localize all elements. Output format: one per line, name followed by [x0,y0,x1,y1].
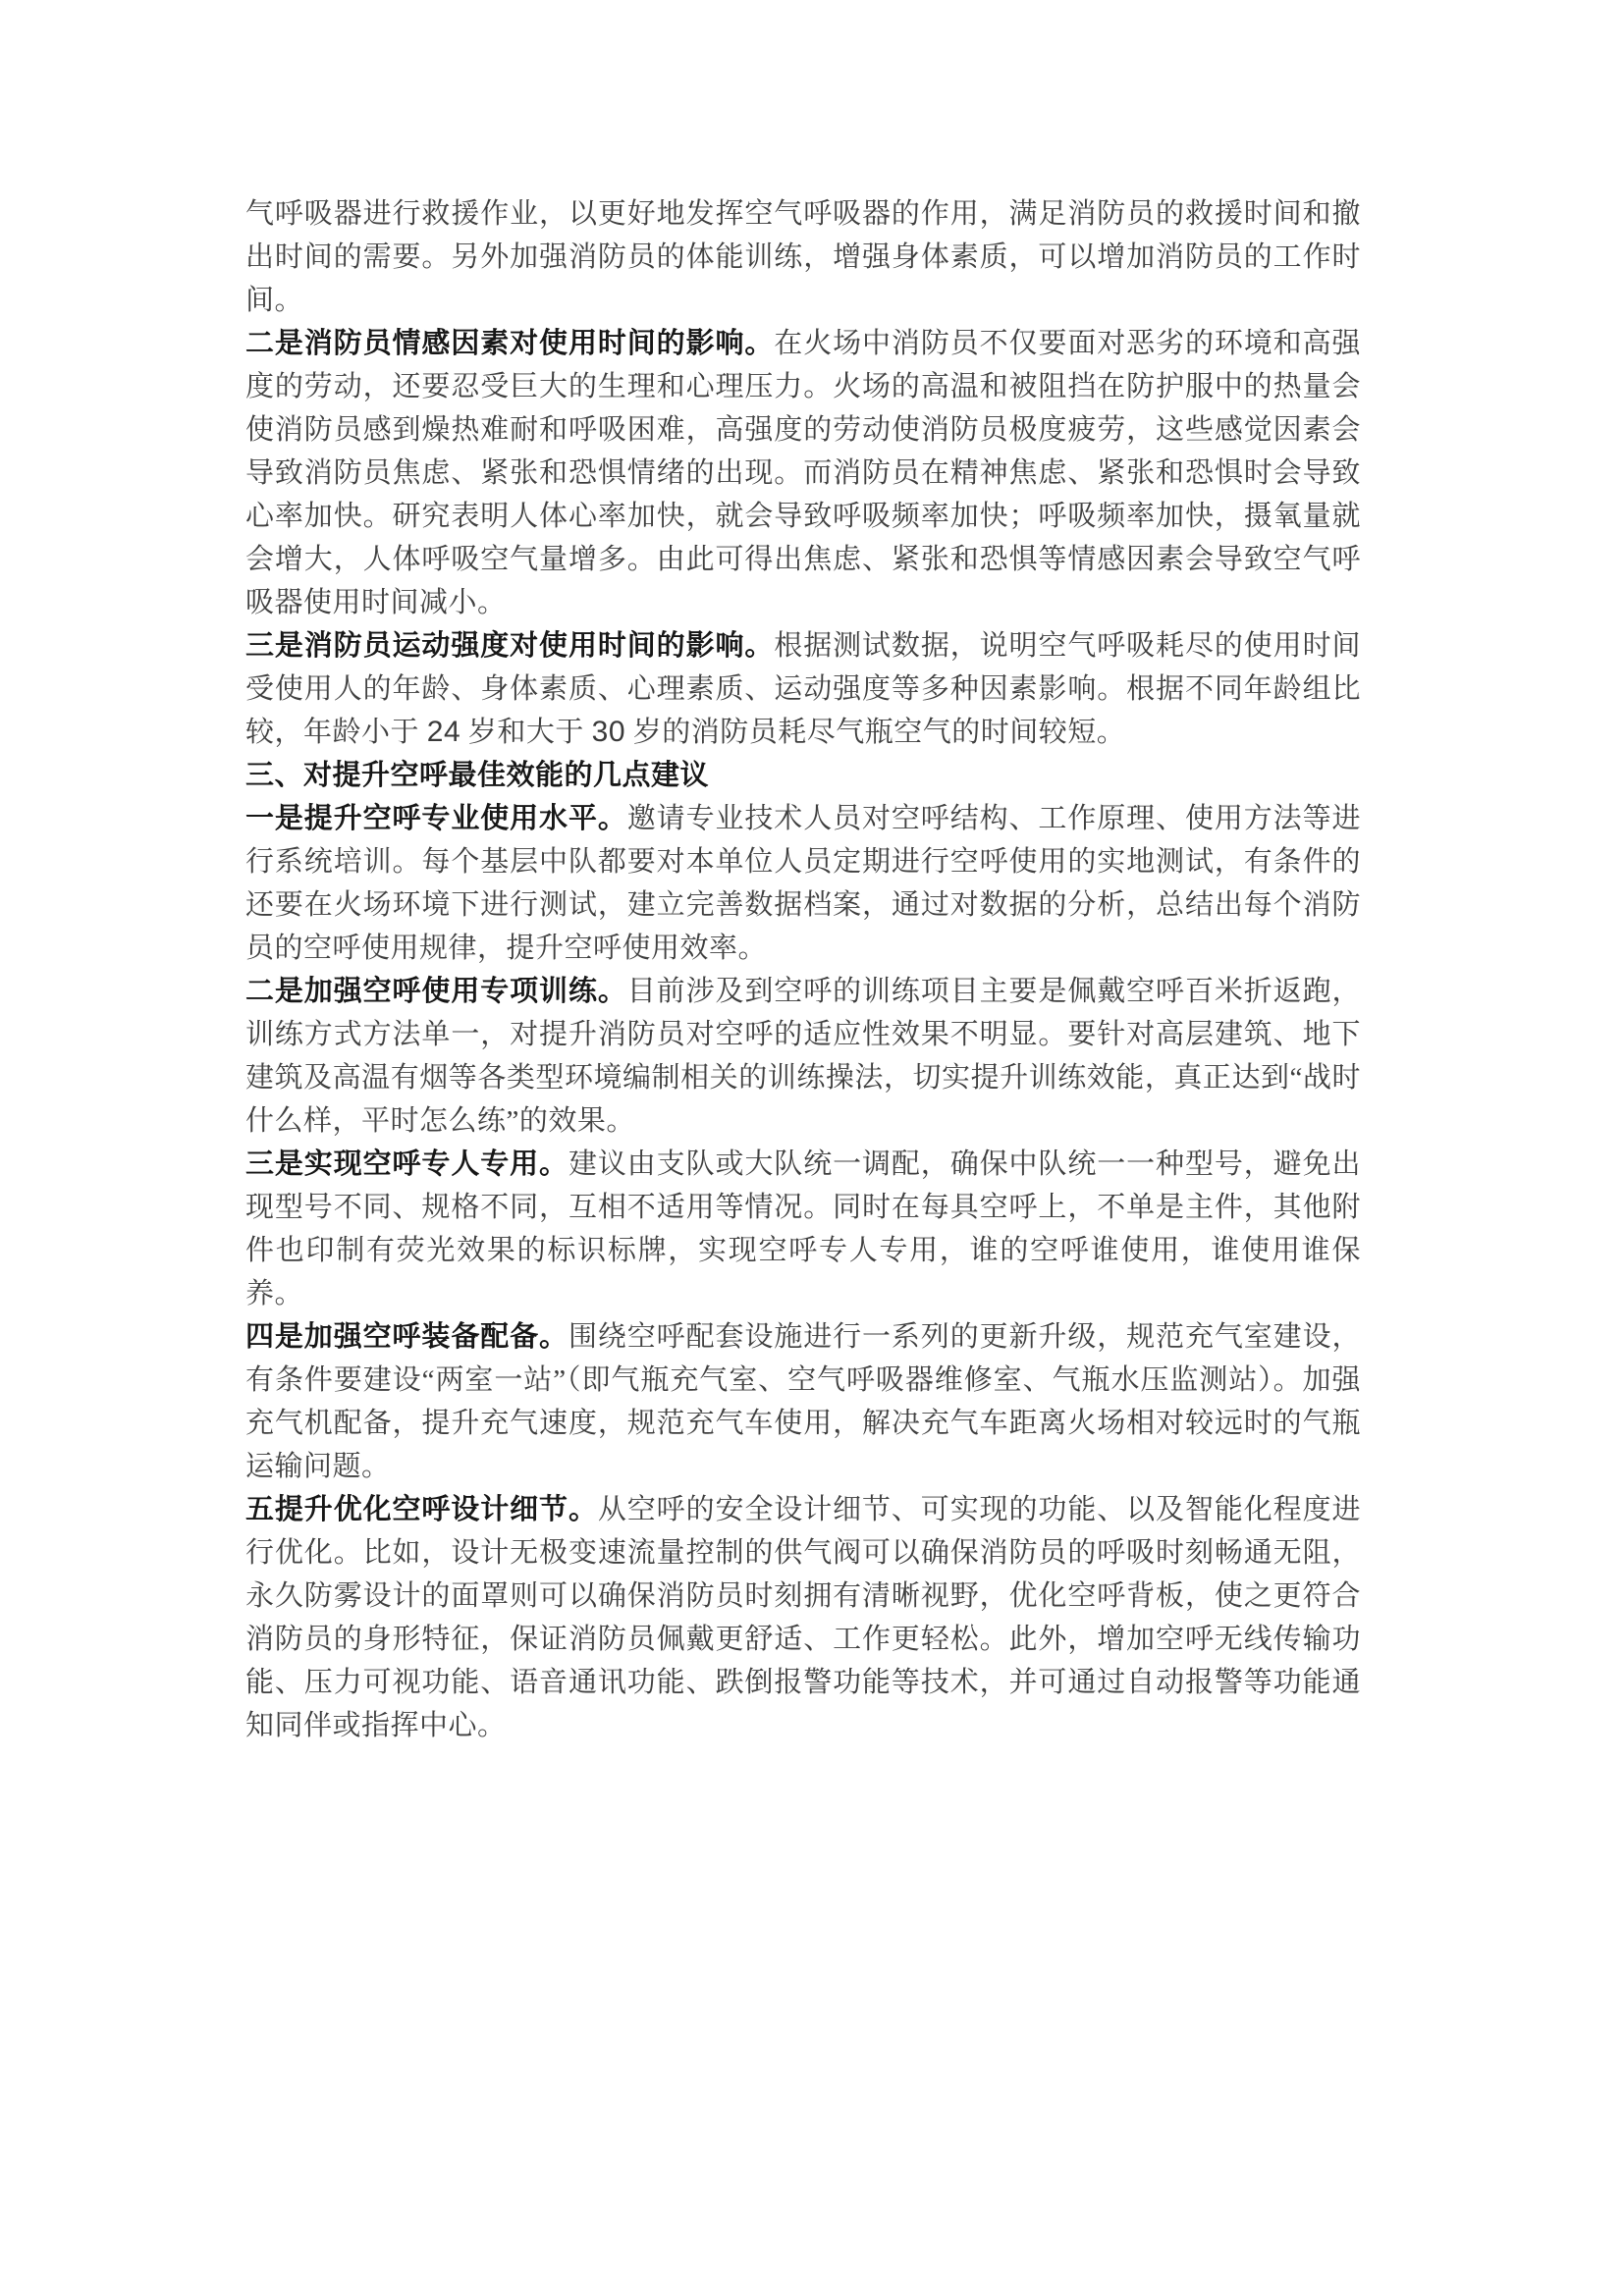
paragraph-text: 气呼吸器进行救援作业，以更好地发挥空气呼吸器的作用，满足消防员的救援时间和撤出时间的需要。另外加强消防员的体能训练，增强身体素质，可以增加消防员的工作时间。 [245,198,1361,316]
paragraph-lead-bold: 三是实现空呼专人专用。 [245,1148,568,1180]
section-heading: 三、对提升空呼最佳效能的几点建议 [245,760,710,791]
paragraph-text: 在火场中消防员不仅要面对恶劣的环境和高强度的劳动，还要忍受巨大的生理和心理压力。火场的高温和被阻挡在防护服中的热量会使消防员感到燥热难耐和呼吸困难，高强度的劳动使消防员极度疲劳，这些感觉因素会导致消防员焦虑、紧张和恐惧情绪的出现。而消防员在精神焦虑、紧张和恐惧时会导致心率加快。研究表明人体心率加快，就会导致呼吸频率加快；呼吸频率加快，摄氧量就会增大，人体呼吸空气量增多。由此可得出焦虑、紧张和恐惧等情感因素会导致空气呼吸器使用时间减小。 [245,328,1361,618]
paragraph-exercise-intensity [245,624,1361,754]
paragraph-lead-bold: 三是消防员运动强度对使用时间的影响。 [245,630,775,662]
paragraph-lead-bold: 一是提升空呼专业使用水平。 [245,803,627,834]
paragraph-text: 邀请专业技术人员对空呼结构、工作原理、使用方法等进行系统培训。每个基层中队都要对本单位人员定期进行空呼使用的实地测试，有条件的还要在火场环境下进行测试，建立完善数据档案，通过对数据的分析，总结出每个消防员的空呼使用规律，提升空呼使用效率。 [245,803,1361,964]
paragraph-lead-bold: 五提升优化空呼设计细节。 [245,1494,598,1525]
paragraph-emotional-factors [245,322,1361,624]
paragraph-text: 目前涉及到空呼的训练项目主要是佩戴空呼百米折返跑，训练方式方法单一，对提升消防员对空呼的适应性效果不明显。要针对高层建筑、地下建筑及高温有烟等各类型环境编制相关的训练操法，切实提升训练效能，真正达到“战时什么样，平时怎么练”的效果。 [245,976,1361,1137]
paragraph-lead-bold: 二是消防员情感因素对使用时间的影响。 [245,328,775,359]
paragraph-suggestion-2 [245,970,1361,1143]
paragraph-text: 岁的消防员耗尽气瓶空气的时间较短。 [625,717,1126,748]
paragraph-suggestion-5 [245,1488,1361,1747]
paragraph-text: 根据测试数据，说明空气呼吸耗尽的使用时间受使用人的年龄、身体素质、心理素质、运动强度等多种因素影响。根据不同年龄组比较，年龄小于 [245,630,1361,748]
paragraph-suggestion-1 [245,797,1361,970]
paragraph-text: 岁和大于 [460,717,592,748]
paragraph-continuation [245,192,1361,322]
document-body [245,192,1361,1747]
paragraph-text: 围绕空呼配套设施进行一系列的更新升级，规范充气室建设，有条件要建设“两室一站”（即气瓶充气室、空气呼吸器维修室、气瓶水压监测站）。加强充气机配备，提升充气速度，规范充气车使用，解决充气车距离火场相对较远时的气瓶运输问题。 [245,1321,1361,1482]
paragraph-suggestion-4 [245,1315,1361,1488]
age-number: 30 [591,716,626,748]
paragraph-text: 建议由支队或大队统一调配，确保中队统一一种型号，避免出现型号不同、规格不同，互相不适用等情况。同时在每具空呼上，不单是主件，其他附件也印制有荧光效果的标识标牌，实现空呼专人专用，谁的空呼谁使用，谁使用谁保养。 [245,1148,1361,1309]
paragraph-text: 从空呼的安全设计细节、可实现的功能、以及智能化程度进行优化。比如，设计无极变速流量控制的供气阀可以确保消防员的呼吸时刻畅通无阻，永久防雾设计的面罩则可以确保消防员时刻拥有清晰视野，优化空呼背板，使之更符合消防员的身形特征，保证消防员佩戴更舒适、工作更轻松。此外，增加空呼无线传输功能、压力可视功能、语音通讯功能、跌倒报警功能等技术，并可通过自动报警等功能通知同伴或指挥中心。 [245,1494,1361,1741]
paragraph-lead-bold: 四是加强空呼装备配备。 [245,1321,568,1353]
paragraph-lead-bold: 二是加强空呼使用专项训练。 [245,976,627,1007]
age-number: 24 [426,716,461,748]
paragraph-suggestion-3 [245,1143,1361,1315]
